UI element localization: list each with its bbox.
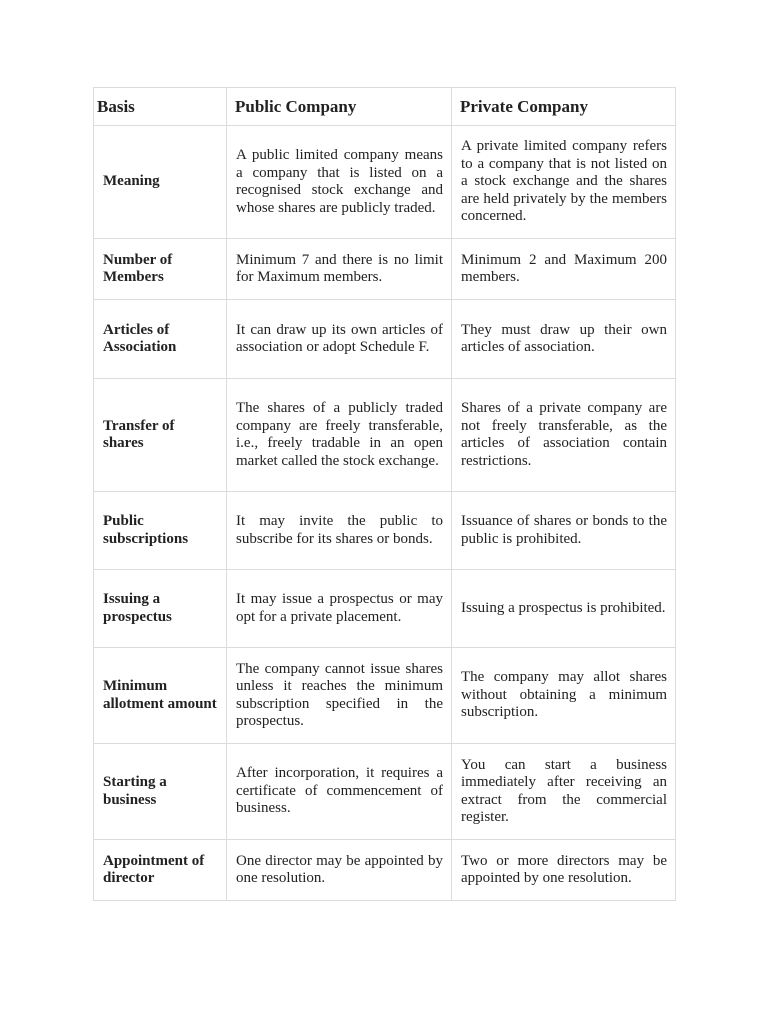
row-private-cell: Issuing a prospectus is prohibited. — [452, 570, 676, 648]
row-public-cell: Minimum 7 and there is no limit for Maximum members. — [227, 239, 452, 300]
row-private-cell: Shares of a private company are not freely transferable, as the articles of association contain restrictions. — [452, 379, 676, 492]
table-row — [94, 492, 676, 570]
row-public-cell: The shares of a publicly traded company are freely transferable, i.e., freely tradable in an open market called the stock exchange. — [227, 379, 452, 492]
row-basis-cell: Appointment of director — [94, 840, 227, 901]
row-private-cell: Issuance of shares or bonds to the public is prohibited. — [452, 492, 676, 570]
row-basis-cell: Number of Members — [94, 239, 227, 300]
row-private-cell: You can start a business immediately after receiving an extract from the commercial register. — [452, 744, 676, 840]
row-basis-cell: Public subscriptions — [94, 492, 227, 570]
table-row — [94, 300, 676, 379]
header-row — [94, 88, 676, 126]
header-public-company: Public Company — [227, 88, 452, 126]
row-basis-cell: Starting a business — [94, 744, 227, 840]
row-basis-cell: Meaning — [94, 126, 227, 239]
row-basis-cell: Transfer of shares — [94, 379, 227, 492]
table-row — [94, 239, 676, 300]
row-basis-cell: Minimum allotment amount — [94, 648, 227, 744]
table-row — [94, 570, 676, 648]
row-private-cell: The company may allot shares without obtaining a minimum subscription. — [452, 648, 676, 744]
row-public-cell: A public limited company means a company that is listed on a recognised stock exchange and whose shares are publicly traded. — [227, 126, 452, 239]
row-public-cell: After incorporation, it requires a certificate of commencement of business. — [227, 744, 452, 840]
table-row — [94, 648, 676, 744]
row-private-cell: Two or more directors may be appointed by one resolution. — [452, 840, 676, 901]
row-private-cell: They must draw up their own articles of association. — [452, 300, 676, 379]
table-row — [94, 379, 676, 492]
row-private-cell: Minimum 2 and Maximum 200 members. — [452, 239, 676, 300]
table-row — [94, 840, 676, 901]
row-public-cell: It may invite the public to subscribe for its shares or bonds. — [227, 492, 452, 570]
row-private-cell: A private limited company refers to a company that is not listed on a stock exchange and the shares are held privately by the members concerned. — [452, 126, 676, 239]
row-basis-cell: Issuing a prospectus — [94, 570, 227, 648]
table-row — [94, 126, 676, 239]
header-private-company: Private Company — [452, 88, 676, 126]
row-public-cell: It can draw up its own articles of association or adopt Schedule F. — [227, 300, 452, 379]
row-public-cell: The company cannot issue shares unless it reaches the minimum subscription specified in the prospectus. — [227, 648, 452, 744]
comparison-table — [93, 87, 676, 901]
table-row — [94, 744, 676, 840]
row-public-cell: One director may be appointed by one resolution. — [227, 840, 452, 901]
header-basis: Basis — [94, 88, 227, 126]
row-basis-cell: Articles of Association — [94, 300, 227, 379]
row-public-cell: It may issue a prospectus or may opt for a private placement. — [227, 570, 452, 648]
